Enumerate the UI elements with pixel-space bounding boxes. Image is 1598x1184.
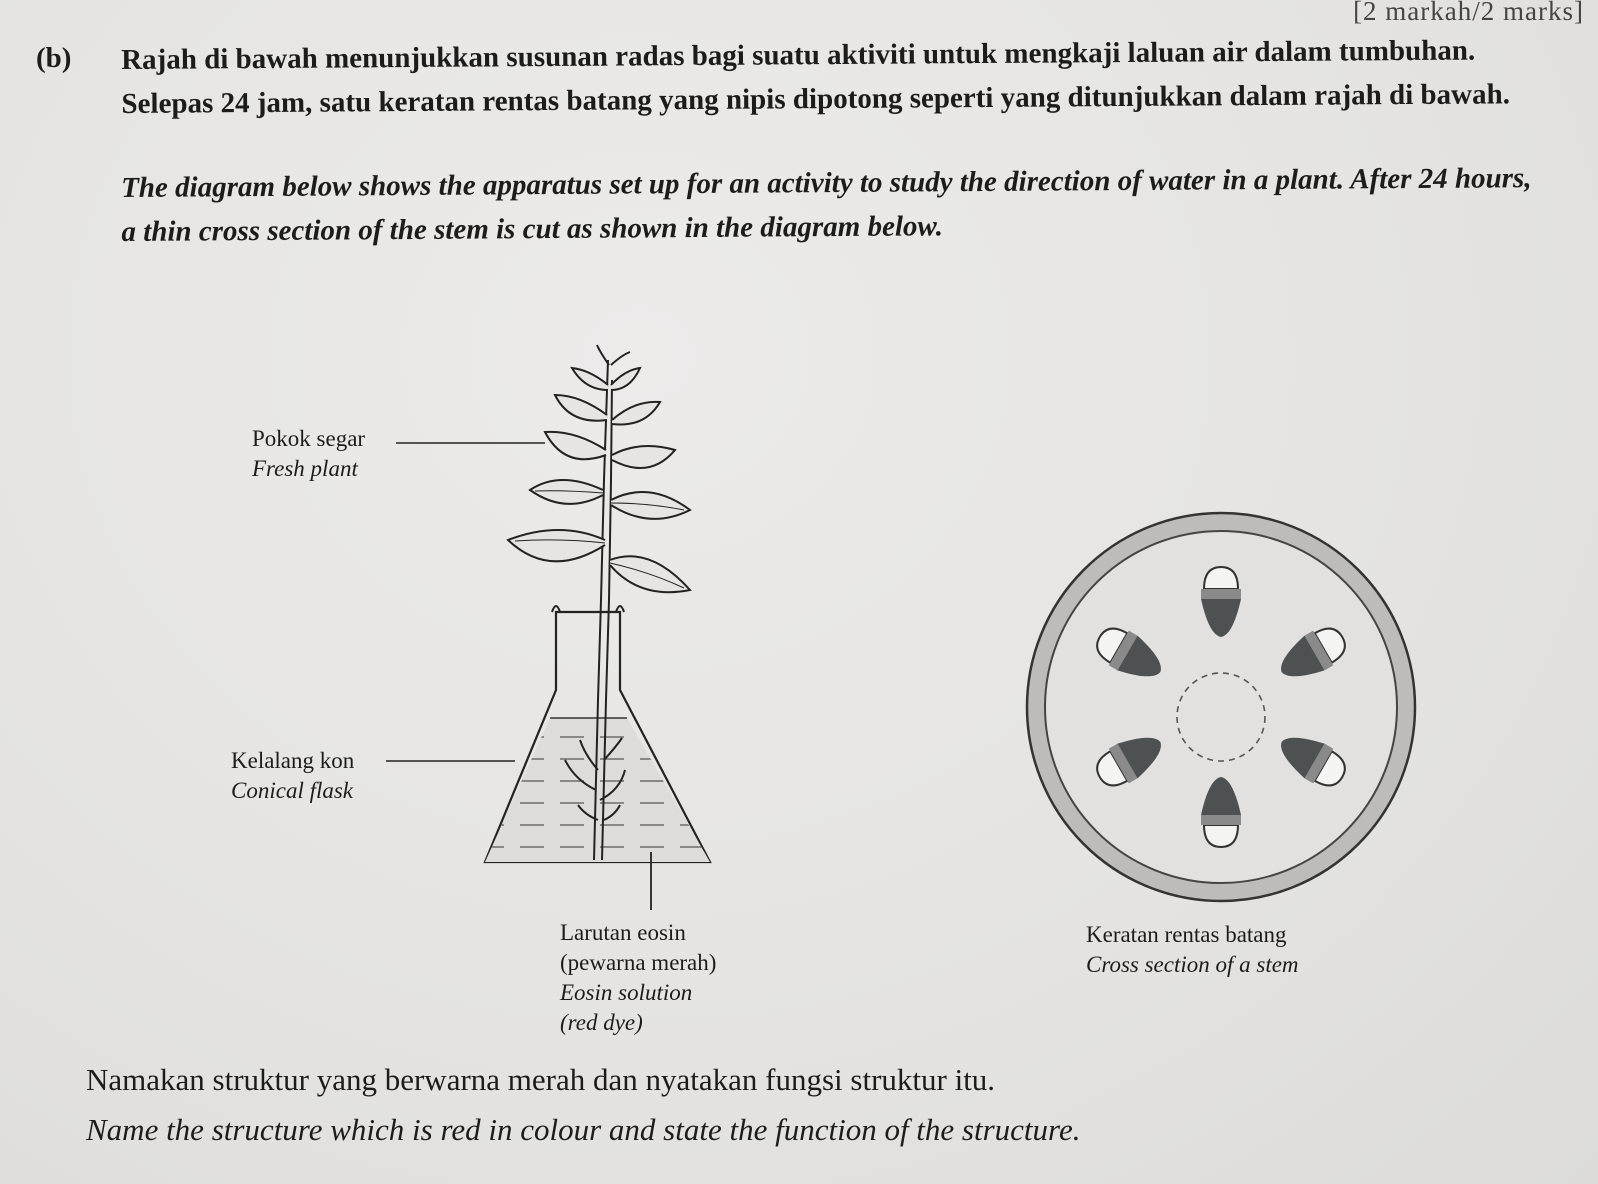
marks-indicator: [2 markah/2 marks] <box>1353 0 1584 26</box>
eosin-solution <box>470 718 730 910</box>
question-text-malay: Rajah di bawah menunjukkan susunan radas bagi suatu aktiviti untuk mengkaji laluan air dalam tumbuhan. Selepas 24 jam, satu keratan rentas batang yang nipis dipotong seperti yang ditunjukkan dalam rajah di bawah. <box>121 34 1511 120</box>
conical-flask-label-english: Conical flask <box>231 778 354 803</box>
question-label: (b) <box>36 42 72 74</box>
fresh-plant-label-malay: Pokok segar <box>252 426 366 451</box>
eosin-label-english-2: (red dye) <box>560 1010 643 1035</box>
cross-section-label-malay: Keratan rentas batang <box>1086 922 1287 947</box>
question-text-english: The diagram below shows the apparatus set up for an activity to study the direction of water in a plant. After 24 hours, a thin cross section of the stem is cut as shown in the diagram below. <box>121 162 1532 248</box>
fresh-plant-label <box>252 424 365 484</box>
fresh-plant-label-english: Fresh plant <box>252 456 358 481</box>
cross-section-label <box>1086 920 1299 980</box>
stem-cross-section <box>1027 513 1415 901</box>
eosin-label-malay-2: (pewarna merah) <box>560 950 717 975</box>
task-text-malay: Namakan struktur yang berwarna merah dan nyatakan fungsi struktur itu. <box>86 1062 996 1097</box>
eosin-label-english-1: Eosin solution <box>560 980 693 1005</box>
eosin-solution-label <box>560 918 716 1038</box>
conical-flask-label <box>231 746 354 806</box>
task-text-english: Name the structure which is red in colour and state the function of the structure. <box>86 1112 1081 1147</box>
eosin-label-malay-1: Larutan eosin <box>560 920 686 945</box>
conical-flask-label-malay: Kelalang kon <box>231 748 355 773</box>
cross-section-label-english: Cross section of a stem <box>1086 952 1299 977</box>
